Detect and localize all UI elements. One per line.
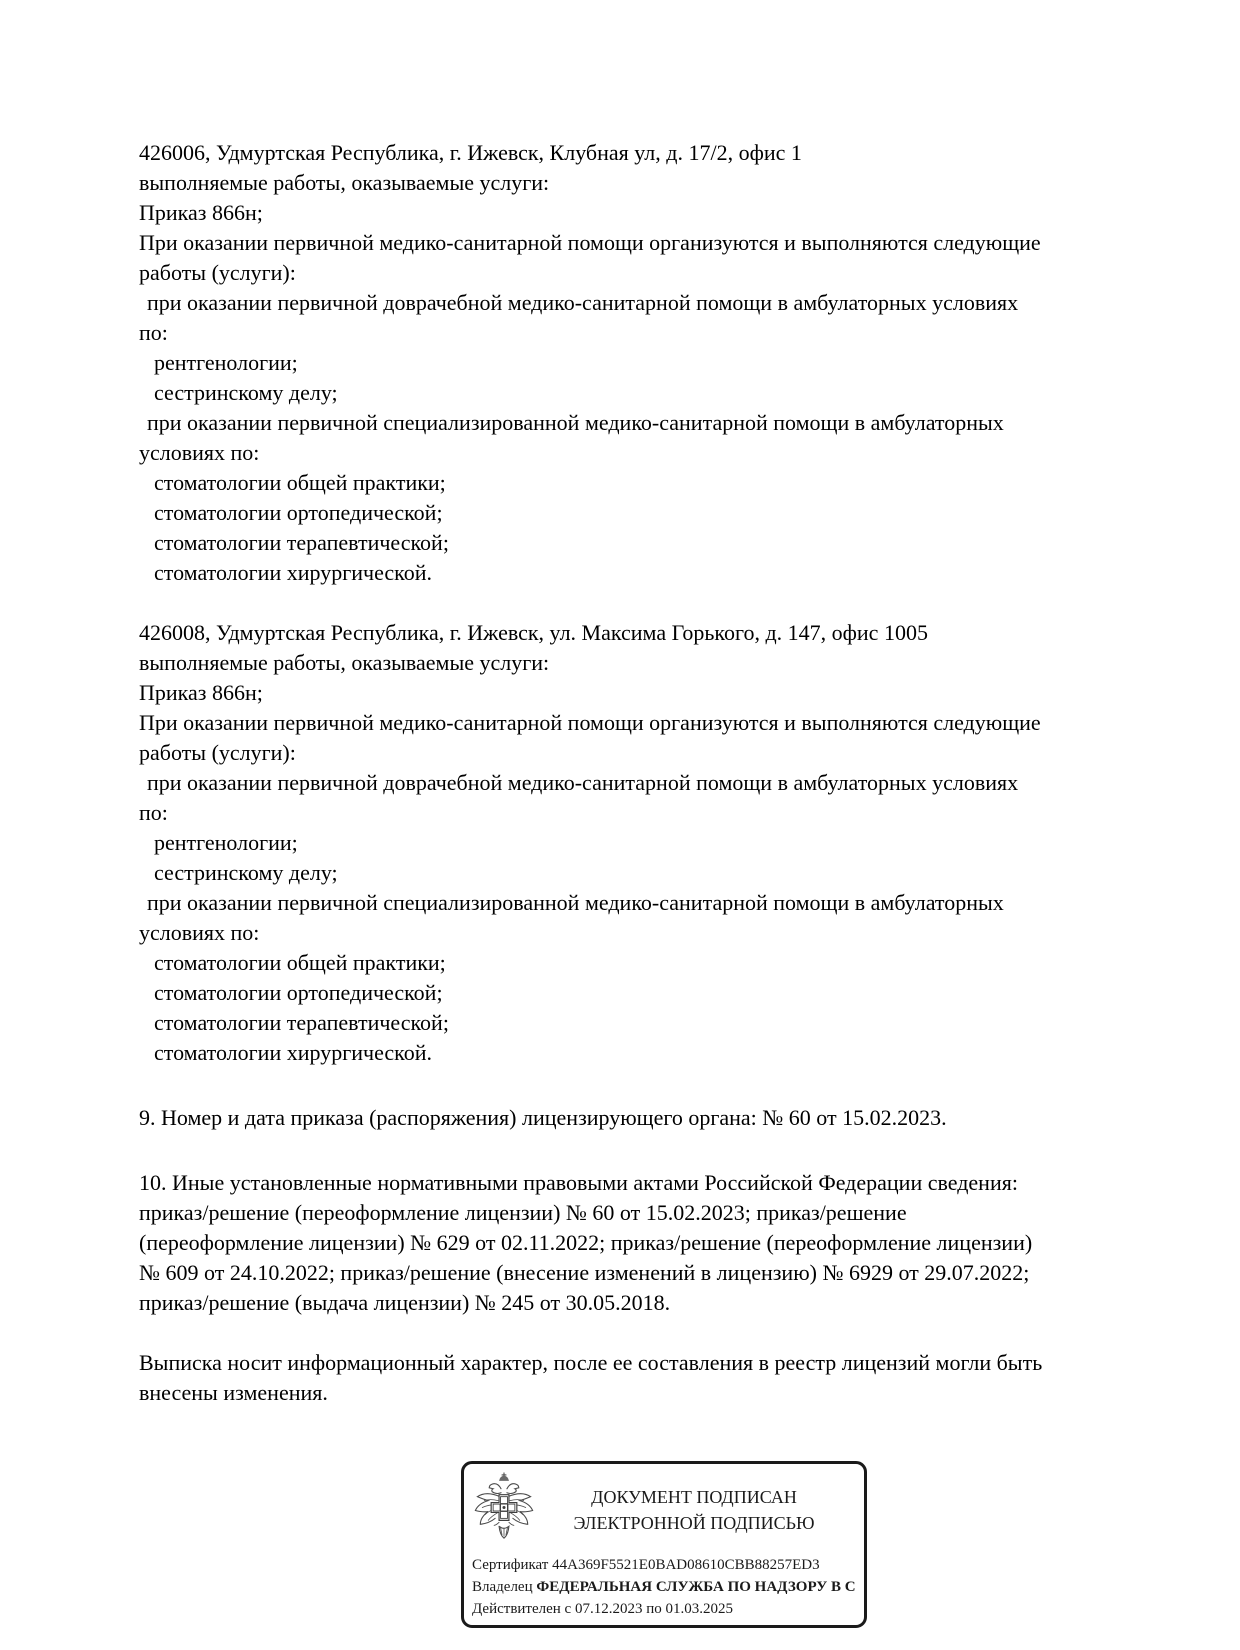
- spacer: [139, 1068, 1140, 1103]
- validity-line: Действителен с 07.12.2023 по 01.03.2025: [472, 1601, 733, 1617]
- doc-line: по:: [139, 320, 168, 345]
- service-item: стоматологии хирургической.: [154, 1040, 432, 1065]
- location-block-1: [139, 138, 1140, 588]
- certificate-label: Сертификат: [472, 1557, 549, 1573]
- owner-label: Владелец: [472, 1579, 533, 1595]
- doc-line: Приказ 866н;: [139, 200, 263, 225]
- doc-line: 10. Иные установленные нормативными правовыми актами Российской Федерации сведения:: [139, 1170, 1018, 1195]
- doc-line: (переоформление лицензии) № 629 от 02.11.2022; приказ/решение (переоформление лицензии): [139, 1230, 1033, 1255]
- doc-line: приказ/решение (выдача лицензии) № 245 от 30.05.2018.: [139, 1290, 671, 1315]
- doc-line: При оказании первичной медико-санитарной помощи организуются и выполняются следующие: [139, 230, 1041, 255]
- service-item: рентгенологии;: [154, 830, 298, 855]
- doc-line: работы (услуги):: [139, 740, 296, 765]
- certificate-line: [472, 1554, 856, 1576]
- doc-line: условиях по:: [139, 920, 260, 945]
- doc-line: приказ/решение (переоформление лицензии) № 60 от 15.02.2023; приказ/решение: [139, 1200, 907, 1225]
- doc-line: по:: [139, 800, 168, 825]
- section-10: [139, 1168, 1140, 1318]
- disclaimer-line: внесены изменения.: [139, 1380, 328, 1405]
- location-block-2: [139, 618, 1140, 1068]
- service-item: стоматологии терапевтической;: [154, 530, 449, 555]
- service-item: стоматологии терапевтической;: [154, 1010, 449, 1035]
- owner-value: ФЕДЕРАЛЬНАЯ СЛУЖБА ПО НАДЗОРУ В С: [536, 1579, 856, 1595]
- section-9: [139, 1103, 1140, 1133]
- service-item: сестринскому делу;: [154, 380, 338, 405]
- roszdravnadzor-double-eagle-icon: [472, 1471, 536, 1548]
- owner-line: [472, 1576, 856, 1598]
- doc-line: При оказании первичной медико-санитарной помощи организуются и выполняются следующие: [139, 710, 1041, 735]
- disclaimer-line: Выписка носит информационный характер, после ее составления в реестр лицензий могли быть: [139, 1350, 1043, 1375]
- stamp-details: [464, 1548, 864, 1620]
- stamp-title-line: ЭЛЕКТРОННОЙ ПОДПИСЬЮ: [573, 1512, 815, 1533]
- doc-line: выполняемые работы, оказываемые услуги:: [139, 650, 550, 675]
- service-item: рентгенологии;: [154, 350, 298, 375]
- doc-line: при оказании первичной доврачебной медико-санитарной помощи в амбулаторных условиях: [147, 770, 1019, 795]
- disclaimer: [139, 1348, 1140, 1408]
- certificate-value: 44A369F5521E0BAD08610CBB88257ED3: [552, 1557, 820, 1573]
- doc-line: Приказ 866н;: [139, 680, 263, 705]
- service-item: стоматологии ортопедической;: [154, 980, 443, 1005]
- address-line: 426006, Удмуртская Республика, г. Ижевск, Клубная ул, д. 17/2, офис 1: [139, 140, 802, 165]
- service-item: сестринскому делу;: [154, 860, 338, 885]
- service-item: стоматологии общей практики;: [154, 950, 446, 975]
- doc-line: выполняемые работы, оказываемые услуги:: [139, 170, 550, 195]
- stamp-header: [464, 1464, 864, 1548]
- signature-stamp: [461, 1461, 867, 1628]
- stamp-title: [536, 1484, 852, 1536]
- spacer: [139, 1318, 1140, 1348]
- doc-line: при оказании первичной специализированной медико-санитарной помощи в амбулаторных: [147, 410, 1004, 435]
- spacer: [139, 1133, 1140, 1168]
- service-item: стоматологии ортопедической;: [154, 500, 443, 525]
- doc-line: при оказании первичной специализированной медико-санитарной помощи в амбулаторных: [147, 890, 1004, 915]
- service-item: стоматологии общей практики;: [154, 470, 446, 495]
- doc-line: № 609 от 24.10.2022; приказ/решение (внесение изменений в лицензию) № 6929 от 29.07.2022;: [139, 1260, 1030, 1285]
- address-line: 426008, Удмуртская Республика, г. Ижевск, ул. Максима Горького, д. 147, офис 1005: [139, 620, 928, 645]
- doc-line: при оказании первичной доврачебной медико-санитарной помощи в амбулаторных условиях: [147, 290, 1019, 315]
- spacer: [139, 588, 1140, 618]
- doc-line: работы (услуги):: [139, 260, 296, 285]
- order-number-line: 9. Номер и дата приказа (распоряжения) лицензирующего органа: № 60 от 15.02.2023.: [139, 1105, 947, 1130]
- service-item: стоматологии хирургической.: [154, 560, 432, 585]
- doc-line: условиях по:: [139, 440, 260, 465]
- stamp-title-line: ДОКУМЕНТ ПОДПИСАН: [591, 1486, 797, 1507]
